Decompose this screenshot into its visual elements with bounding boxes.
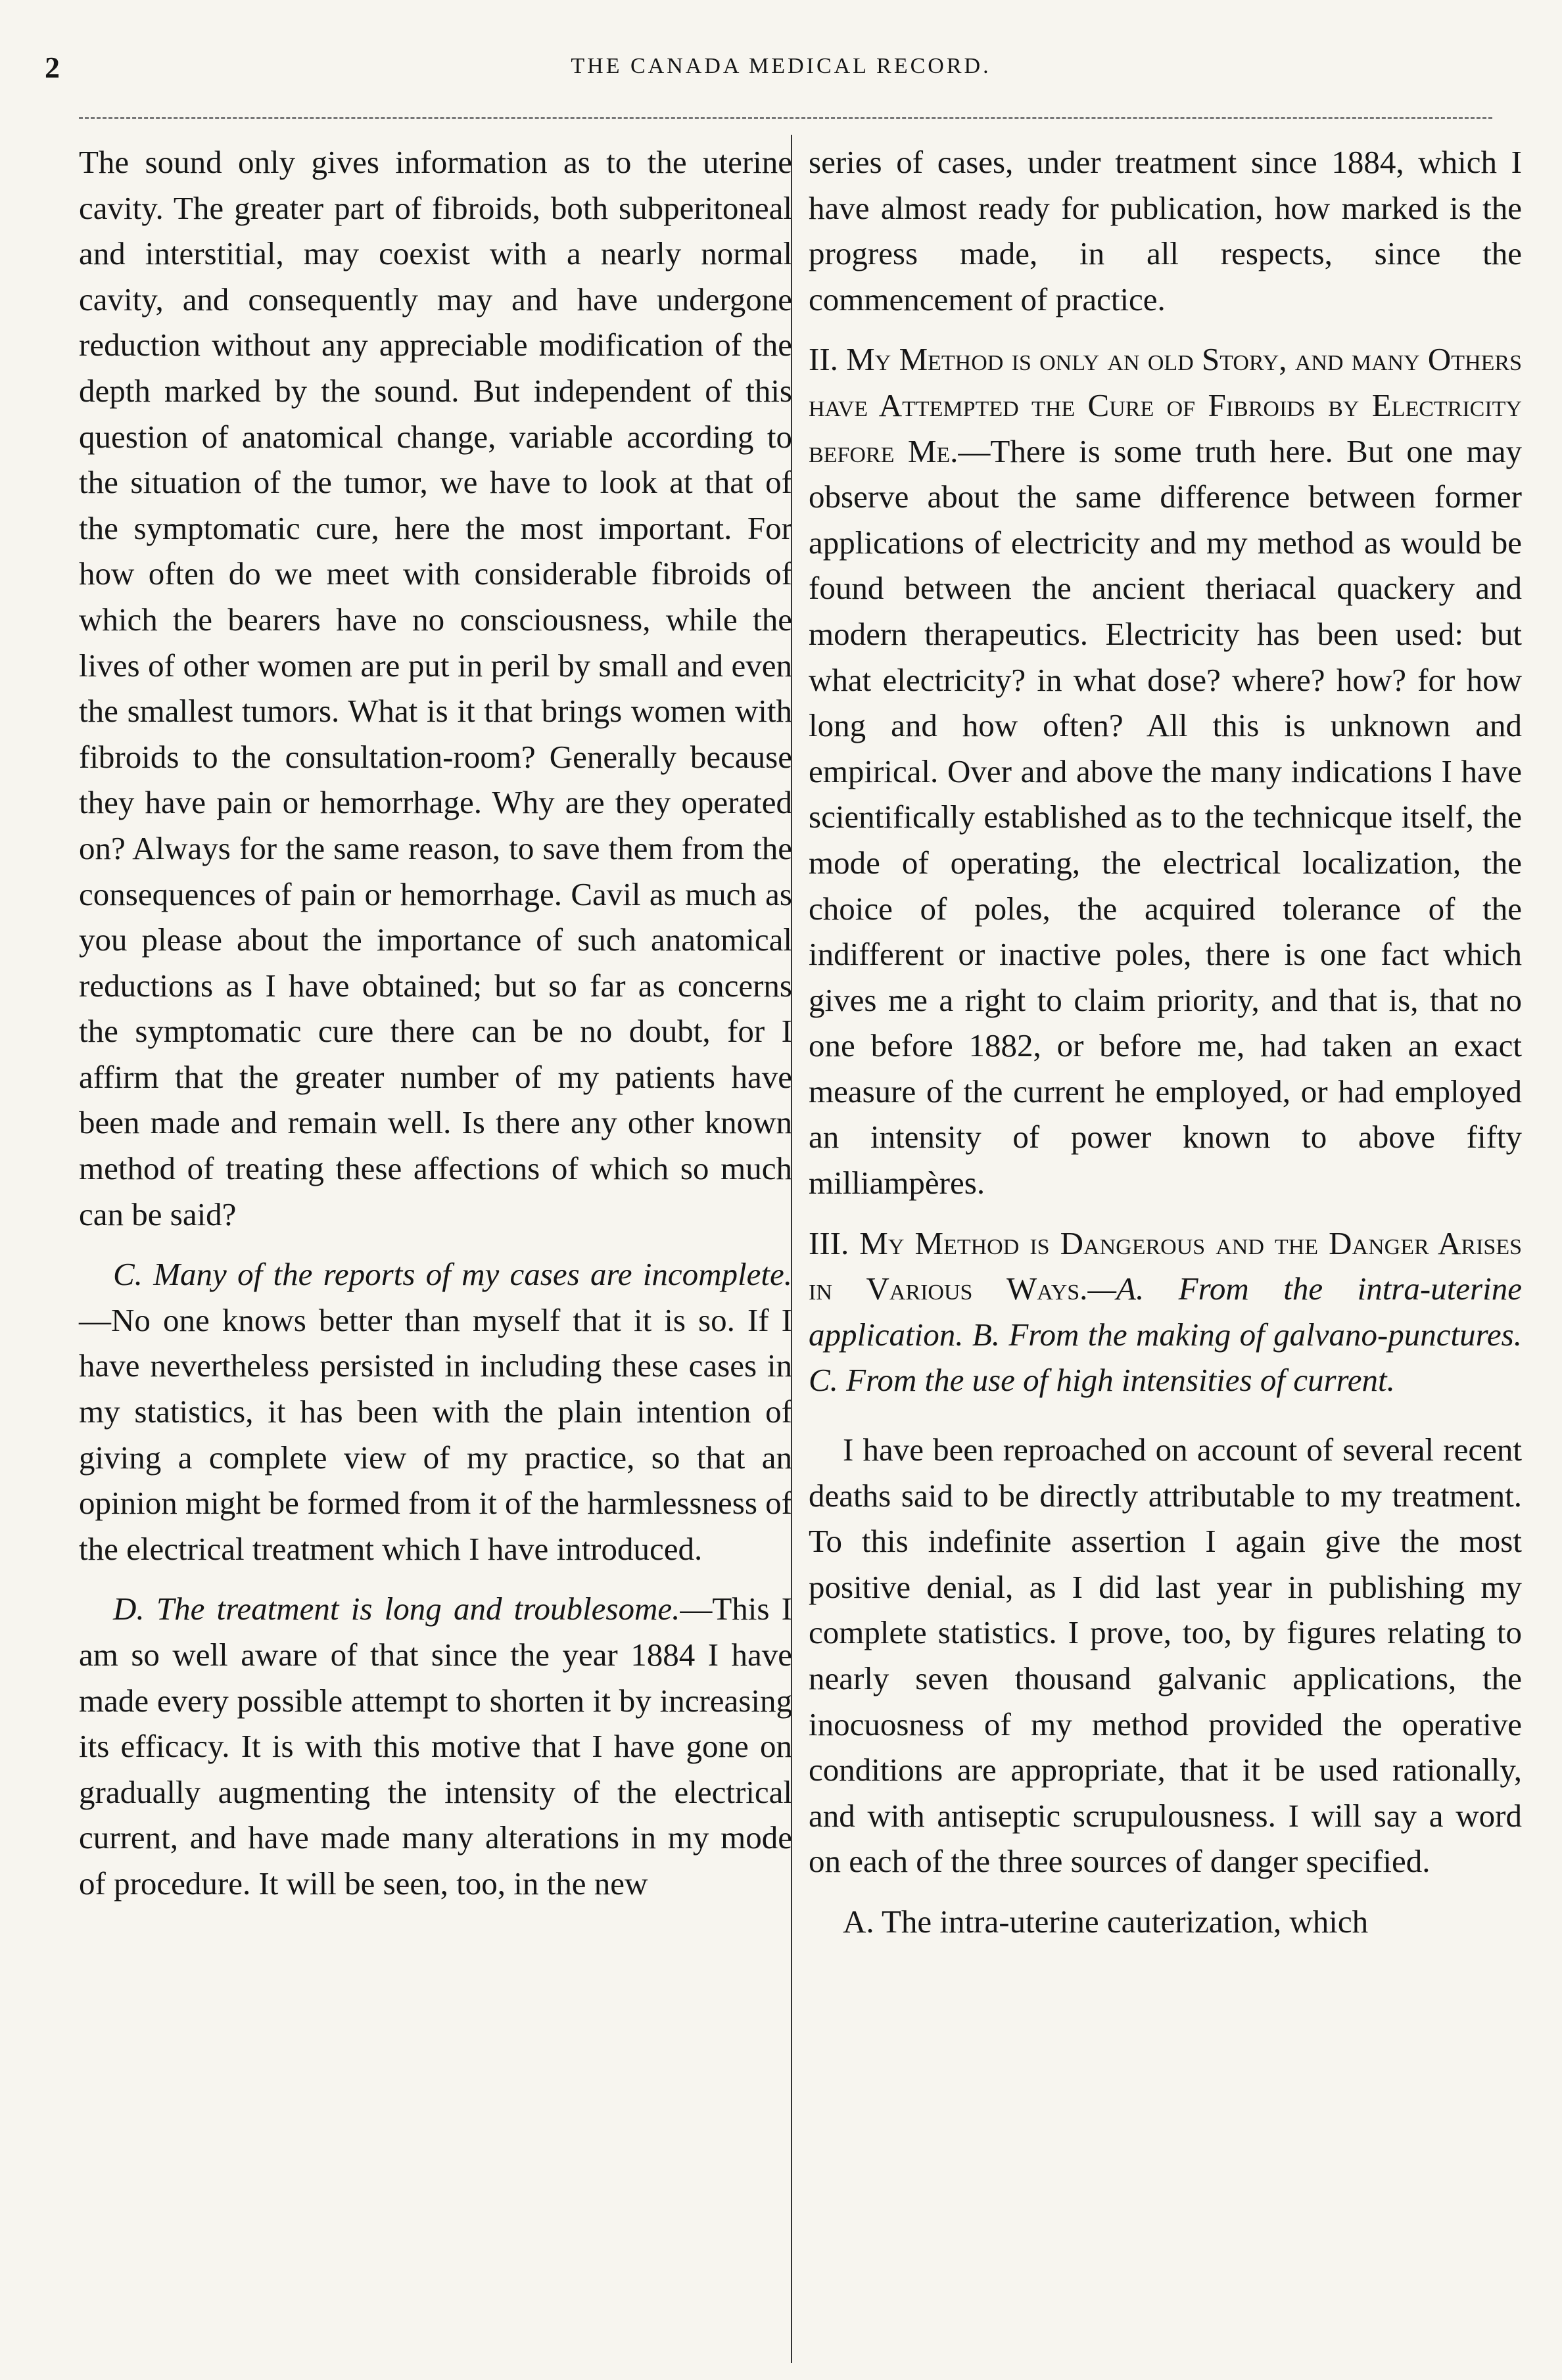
section-c-heading: C. Many of the reports of my cases are incomplete. (113, 1256, 792, 1293)
section-iii-subheadings: —A. From the intra-uterine application. B. From the making of galvano-punctures. C. From the use of high intensities of current. (809, 1271, 1522, 1399)
section-ii-paragraph (809, 337, 1522, 1205)
right-paragraph-1: series of cases, under treatment since 1884, which I have almost ready for publication, how marked is the progress made, in all respects, since the commencement of practice. (809, 144, 1522, 317)
page-number: 2 (45, 51, 60, 84)
section-iii-title: My Method is Dangerous and the Danger Arises in Various Ways. (809, 1225, 1523, 1307)
left-column (79, 139, 792, 1907)
section-d-body: —This I am so well aware of that since the year 1884 I have made every possible attempt to shorten it by increasing its efficacy. It is with this motive that I have gone on gradually augmenting the intensity of the electrical current, and have made many alterations in my mode of procedure. It will be seen, too, in the new (79, 1591, 793, 1902)
running-title: THE CANADA MEDICAL RECORD. (571, 54, 991, 78)
right-paragraph-5: A. The intra-uterine cauterization, which (843, 1903, 1369, 1940)
column-divider (791, 135, 792, 2363)
section-ii-title: My Method is only an old Story, and many Others have Attempted the Cure of Fibroids by Electricity before Me. (809, 341, 1522, 469)
section-ii-body: —There is some truth here. But one may observe about the same difference between former applications of electricity and my method as would be found between the ancient theriacal quackery and modern therapeutics. Electricity has been used: but what electricity? in what dose? where? how? for how long and how often? All this is unknown and empirical. Over and above the many indications I have scientifically established as to the technicque itself, the mode of operating, the electrical localization, the choice of poles, the acquired tolerance of the indifferent or inactive poles, there is one fact which gives me a right to claim priority, and that is, that no one before 1882, or before me, had taken an exact measure of the current he employed, or had employed an intensity of power known to above fifty milliampères. (809, 432, 1522, 1202)
left-paragraph-3 (79, 1586, 792, 1906)
left-paragraph-2 (79, 1251, 792, 1572)
header-rule (79, 117, 1492, 119)
section-d-heading: D. The treatment is long and troublesome. (113, 1591, 680, 1627)
section-iii-numeral: III. (809, 1225, 849, 1261)
section-c-body: —No one knows better than myself that it is so. If I have nevertheless persisted in including these cases in my statistics, it has been with the plain intention of giving a complete view of my practice, so that an opinion might be formed from it of the harmlessness of the electrical treatment which I have introduced. (79, 1301, 792, 1567)
right-column (809, 139, 1522, 1945)
page-header (39, 46, 1523, 92)
right-paragraph-4: I have been reproached on account of several recent deaths said to be directly attributable to my treatment. To this indefinite assertion I again give the most positive denial, as I did last year in publishing my complete statistics. I prove, too, by figures relating to nearly seven thousand galvanic applications, the inocuosness of my method provided the operative conditions are appropriate, that it be used rationally, and with antiseptic scrupulousness. I will say a word on each of the three sources of danger specified. (809, 1432, 1522, 1880)
section-ii-numeral: II. (809, 341, 838, 378)
left-paragraph-1: The sound only gives information as to the uterine cavity. The greater part of fibroids, both subperitoneal and interstitial, may coexist with a nearly normal cavity, and consequently may and have undergone reduction without any appreciable modification of the depth marked by the sound. But independent of this question of anatomical change, variable according to the situation of the tumor, we have to look at that of the symptomatic cure, here the most important. For how often do we meet with considerable fibroids of which the bearers have no consciousness, while the lives of other women are put in peril by small and even the smallest tumors. What is it that brings women with fibroids to the consultation-room? Generally because they have pain or hemorrhage. Why are they operated on? Always for the same reason, to save them from the consequences of pain or hemorrhage. Cavil as much as you please about the importance of such anatomical reductions as I have obtained; but so far as concerns the symptomatic cure there can be no doubt, for I affirm that the greater number of my patients have been made and remain well. Is there any other known method of treating these affections of which so much can be said? (79, 144, 792, 1232)
section-iii-paragraph (809, 1221, 1522, 1403)
